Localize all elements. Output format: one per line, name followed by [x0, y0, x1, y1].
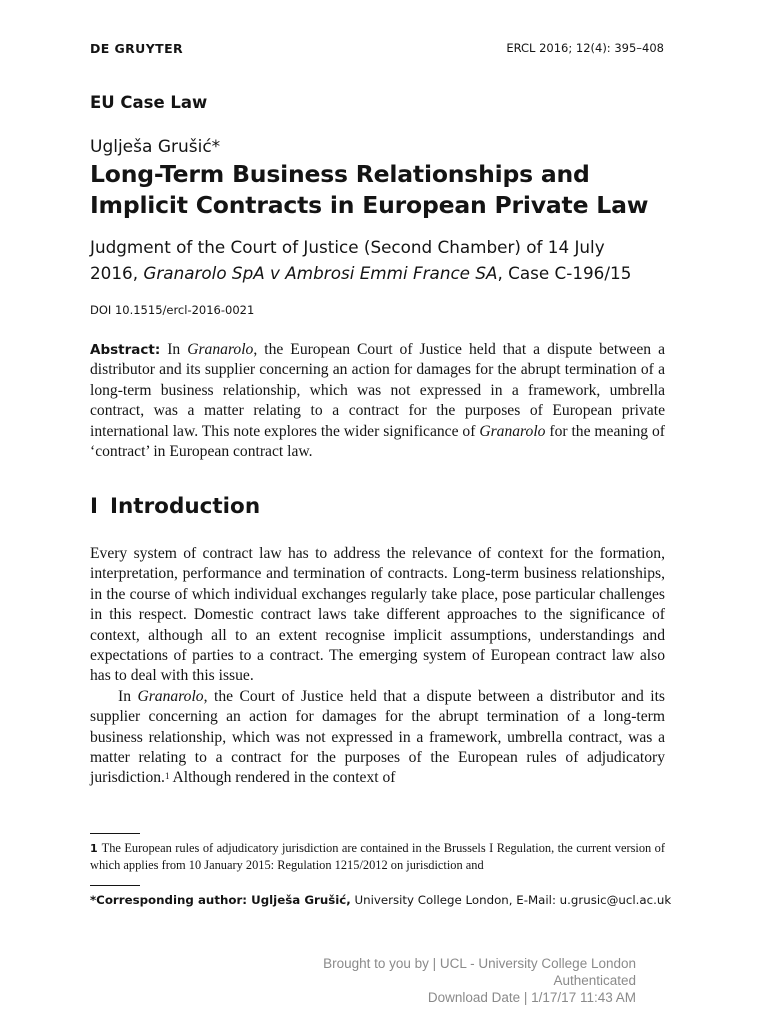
case-number: , Case C-196/15	[497, 263, 632, 283]
section-heading-introduction	[90, 494, 260, 519]
paragraph-2	[90, 687, 665, 789]
paragraph-text: , the Court of Justice held that a dispute between a distributor and its supplier concerning an action for damages for the abrupt termination of a long-term business relationship, which was not expressed in a framework, umbrella contract, was a matter relating to a contract for the purposes of the European rules of adjudicatory jurisdiction.	[90, 687, 665, 787]
article-title-line-1: Long-Term Business Relationships and	[90, 160, 590, 188]
abstract-case-name: Granarolo	[479, 422, 546, 440]
article-title-line-2: Implicit Contracts in European Private Law	[90, 191, 649, 219]
footnote-divider	[90, 833, 140, 834]
paragraph-text: In	[118, 687, 138, 705]
footnote-reference[interactable]: 1	[164, 771, 170, 782]
article-subtitle	[90, 234, 690, 286]
case-name: Granarolo SpA v Ambrosi Emmi France SA	[143, 263, 498, 283]
footnote-text: The European rules of adjudicatory jurisdiction are contained in the Brussels I Regulation, the current version of which applies from 10 January 2015: Regulation 1215/2012 on jurisdiction and	[90, 841, 665, 872]
paragraph-text: Although rendered in the context of	[169, 769, 396, 787]
watermark-line-1: Brought to you by | UCL - University College London	[323, 956, 636, 971]
watermark-line-2: Authenticated	[553, 973, 636, 988]
abstract-text: for the meaning of ‘contract’ in European contract law.	[90, 422, 665, 461]
corresponding-divider	[90, 885, 140, 886]
journal-citation: ERCL 2016; 12(4): 395–408	[506, 41, 664, 55]
watermark-line-3: Download Date | 1/17/17 11:43 AM	[427, 990, 636, 1005]
footnote-1	[90, 840, 665, 874]
publisher-name: DE GRUYTER	[90, 41, 184, 56]
section-title: Introduction	[110, 494, 261, 519]
article-title	[90, 159, 690, 221]
body-text	[90, 544, 665, 789]
corresponding-label: *Corresponding author: Uglješa Grušić,	[90, 893, 351, 907]
subtitle-line-2	[90, 260, 690, 286]
doi[interactable]: DOI 10.1515/ercl-2016-0021	[90, 303, 255, 317]
section-label: EU Case Law	[90, 93, 208, 112]
footnote-number: 1	[90, 842, 98, 855]
abstract-case-name: Granarolo	[187, 341, 254, 358]
abstract-text: In	[160, 341, 188, 358]
corresponding-author	[90, 893, 671, 907]
paragraph-case-name: Granarolo	[137, 687, 204, 705]
subtitle-year: 2016,	[90, 263, 144, 283]
paragraph-1: Every system of contract law has to address the relevance of context for the formation, interpretation, performance and termination of contracts. Long-term business relationships, in the course of which individual exchanges regularly take place, pose particular challenges in this respect. Domestic contract laws take different approaches to the significance of context, although all to an extent recognise implicit assumptions, understandings and expectations of parties to a contract. The emerging system of European contract law also has to deal with this issue.	[90, 545, 665, 685]
author-name: Uglješa Grušić*	[90, 137, 221, 157]
abstract-text: , the European Court of Justice held that a dispute between a distributor and its supplier concerning an action for damages for the abrupt termination of a long-term business relationship, which was not expressed in a framework, umbrella contract, was a matter relating to a contract for the purposes of European private international law. This note explores the wider significance of	[90, 341, 665, 440]
corresponding-details: University College London, E-Mail: u.grusic@ucl.ac.uk	[350, 893, 672, 907]
section-number: I	[90, 494, 98, 519]
abstract	[90, 340, 665, 462]
download-watermark	[216, 955, 636, 1006]
subtitle-line-1: Judgment of the Court of Justice (Second Chamber) of 14 July	[90, 237, 605, 257]
abstract-label: Abstract:	[90, 342, 161, 358]
